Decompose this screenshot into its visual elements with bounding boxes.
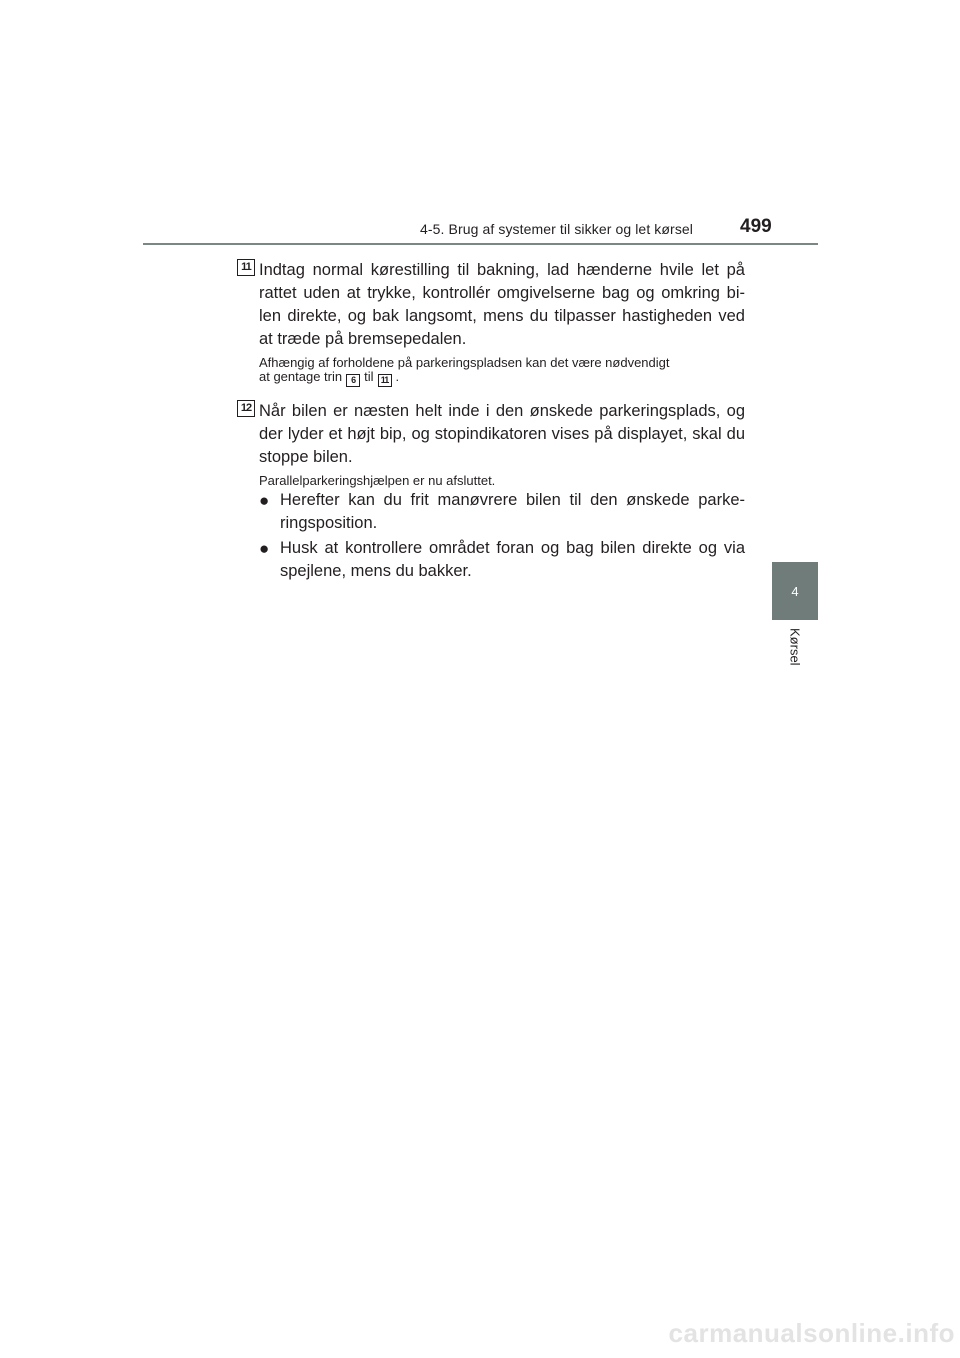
step-note bbox=[259, 356, 745, 387]
note-line bbox=[259, 370, 745, 387]
bullet-dot-icon: ● bbox=[259, 491, 270, 510]
bullet-item bbox=[259, 537, 745, 583]
chapter-number: 4 bbox=[791, 583, 799, 599]
step-reference-box: 6 bbox=[346, 374, 360, 387]
note-text: til bbox=[364, 369, 374, 384]
bullet-text: Herefter kan du frit manøvrere bilen til den ønskede parke-ringsposition. bbox=[280, 491, 745, 532]
step-number-box: 11 bbox=[237, 259, 255, 276]
bullet-dot-icon: ● bbox=[259, 539, 270, 558]
header-divider bbox=[143, 243, 818, 245]
chapter-tab[interactable] bbox=[772, 562, 818, 620]
step-reference-box: 11 bbox=[378, 374, 392, 387]
section-title: 4-5. Brug af systemer til sikker og let kørsel bbox=[420, 221, 694, 237]
bullet-item bbox=[259, 489, 745, 535]
note-text: . bbox=[395, 369, 400, 384]
watermark: carmanualsonline.info bbox=[668, 1318, 955, 1348]
bullet-text: Husk at kontrollere området foran og bag bilen direkte og via spejlene, mens du bakker. bbox=[280, 539, 745, 580]
chapter-label: Kørsel bbox=[787, 628, 803, 666]
note-line: Afhængig af forholdene på parkeringspladsen kan det være nødvendigt bbox=[259, 355, 670, 370]
step-note: Parallelparkeringshjælpen er nu afsluttet. bbox=[259, 473, 496, 488]
note-text: at gentage trin bbox=[259, 369, 343, 384]
step-text: Indtag normal kørestilling til bakning, lad hænderne hvile let på rattet uden at trykke, kontrollér omgivelserne bag og omkring bi-len direkte, og bak langsomt, mens du tilpasser hastigheden ved at træde på bremsepedalen. bbox=[259, 261, 745, 348]
step-text: Når bilen er næsten helt inde i den ønskede parkeringsplads, og der lyder et højt bip, og stopindikatoren vises på displayet, skal du stoppe bilen. bbox=[259, 402, 745, 466]
step-number-box: 12 bbox=[237, 400, 255, 417]
page-number: 499 bbox=[740, 216, 772, 237]
